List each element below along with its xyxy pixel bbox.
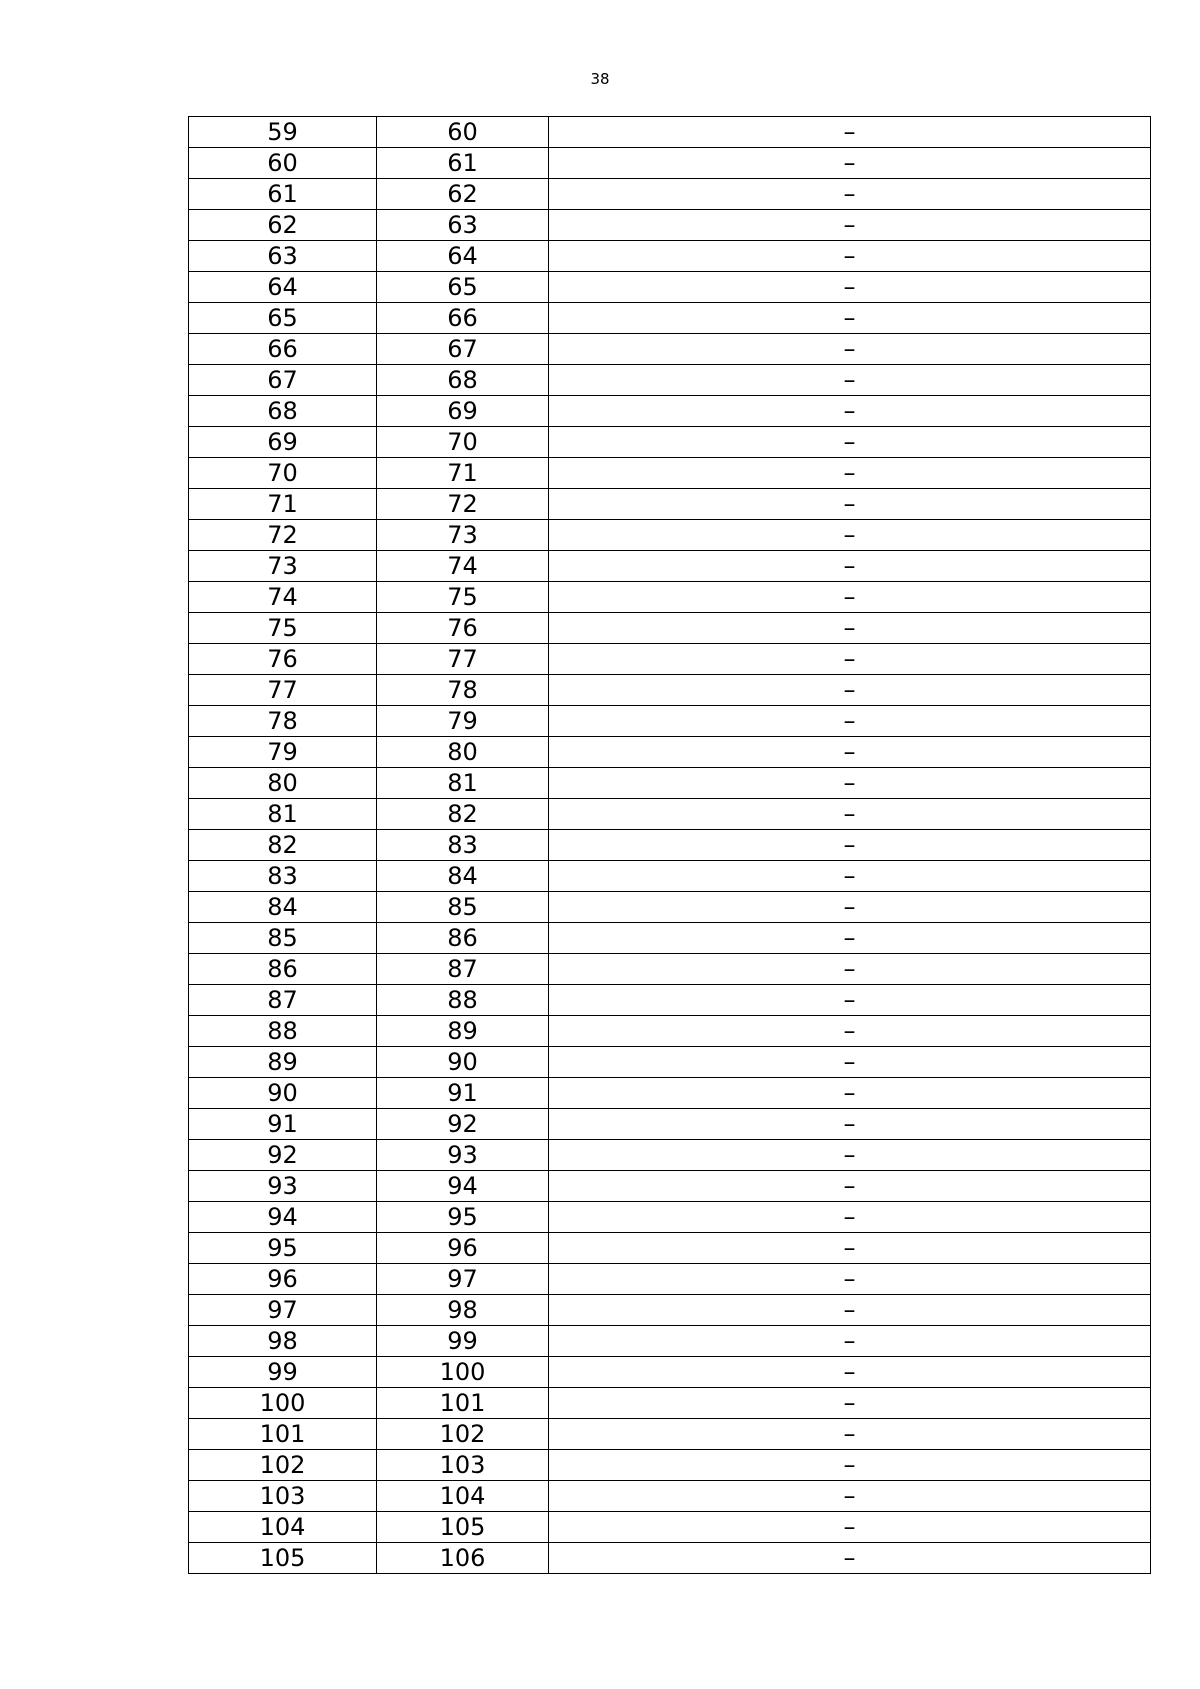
table-cell-col2: 73 [377, 520, 549, 551]
table-cell-col2: 105 [377, 1512, 549, 1543]
table-cell-col3: – [549, 458, 1151, 489]
table-cell-col2: 81 [377, 768, 549, 799]
table-cell-col2: 78 [377, 675, 549, 706]
table-row [189, 923, 1151, 954]
table-cell-col1: 60 [189, 148, 377, 179]
table-cell-col2: 79 [377, 706, 549, 737]
table-cell-col2: 89 [377, 1016, 549, 1047]
table-cell-col2: 60 [377, 117, 549, 148]
table-row [189, 1481, 1151, 1512]
page-number: 38 [590, 70, 610, 88]
table-cell-col3: – [549, 985, 1151, 1016]
table-cell-col3: – [549, 396, 1151, 427]
table-cell-col1: 80 [189, 768, 377, 799]
table-cell-col1: 88 [189, 1016, 377, 1047]
table-cell-col3: – [549, 737, 1151, 768]
table-cell-col1: 66 [189, 334, 377, 365]
table-row [189, 644, 1151, 675]
table-cell-col2: 74 [377, 551, 549, 582]
table-cell-col1: 82 [189, 830, 377, 861]
table-cell-col1: 104 [189, 1512, 377, 1543]
table-cell-col3: – [549, 365, 1151, 396]
table-cell-col1: 61 [189, 179, 377, 210]
table-row [189, 1047, 1151, 1078]
table-cell-col1: 93 [189, 1171, 377, 1202]
table-row [189, 830, 1151, 861]
table-cell-col1: 76 [189, 644, 377, 675]
table-cell-col1: 62 [189, 210, 377, 241]
table-cell-col1: 99 [189, 1357, 377, 1388]
table-row [189, 303, 1151, 334]
table-cell-col2: 102 [377, 1419, 549, 1450]
table-cell-col1: 68 [189, 396, 377, 427]
table-cell-col1: 70 [189, 458, 377, 489]
table-cell-col2: 100 [377, 1357, 549, 1388]
table-cell-col3: – [549, 334, 1151, 365]
table-cell-col2: 90 [377, 1047, 549, 1078]
table-row [189, 365, 1151, 396]
table-row [189, 892, 1151, 923]
table-cell-col3: – [549, 1078, 1151, 1109]
table-cell-col1: 78 [189, 706, 377, 737]
table-row [189, 675, 1151, 706]
table-row [189, 706, 1151, 737]
table-row [189, 210, 1151, 241]
table-cell-col3: – [549, 1264, 1151, 1295]
table-row [189, 1078, 1151, 1109]
table-cell-col1: 59 [189, 117, 377, 148]
table-cell-col3: – [549, 892, 1151, 923]
table-cell-col2: 63 [377, 210, 549, 241]
table-cell-col3: – [549, 148, 1151, 179]
table-cell-col1: 72 [189, 520, 377, 551]
table-cell-col3: – [549, 272, 1151, 303]
table-cell-col1: 86 [189, 954, 377, 985]
table-cell-col2: 83 [377, 830, 549, 861]
table-cell-col2: 70 [377, 427, 549, 458]
table-cell-col3: – [549, 613, 1151, 644]
table-cell-col1: 100 [189, 1388, 377, 1419]
table-cell-col1: 81 [189, 799, 377, 830]
table-cell-col2: 103 [377, 1450, 549, 1481]
table-cell-col3: – [549, 1357, 1151, 1388]
table-row [189, 148, 1151, 179]
table-cell-col1: 103 [189, 1481, 377, 1512]
table-cell-col1: 96 [189, 1264, 377, 1295]
table-cell-col3: – [549, 1326, 1151, 1357]
table-cell-col1: 97 [189, 1295, 377, 1326]
table-cell-col2: 62 [377, 179, 549, 210]
table-cell-col3: – [549, 1109, 1151, 1140]
table-cell-col1: 92 [189, 1140, 377, 1171]
table-row [189, 427, 1151, 458]
table-row [189, 1450, 1151, 1481]
table-row [189, 1512, 1151, 1543]
table-row [189, 737, 1151, 768]
table-cell-col1: 65 [189, 303, 377, 334]
table-cell-col2: 75 [377, 582, 549, 613]
table-cell-col2: 101 [377, 1388, 549, 1419]
table-row [189, 768, 1151, 799]
table-cell-col1: 91 [189, 1109, 377, 1140]
table-cell-col1: 90 [189, 1078, 377, 1109]
table-cell-col2: 84 [377, 861, 549, 892]
table-cell-col3: – [549, 489, 1151, 520]
table-cell-col3: – [549, 210, 1151, 241]
table-cell-col2: 66 [377, 303, 549, 334]
table-cell-col2: 93 [377, 1140, 549, 1171]
table-cell-col3: – [549, 1047, 1151, 1078]
table-cell-col2: 104 [377, 1481, 549, 1512]
table-cell-col2: 61 [377, 148, 549, 179]
table-cell-col3: – [549, 582, 1151, 613]
table-row [189, 520, 1151, 551]
table-cell-col1: 89 [189, 1047, 377, 1078]
table-cell-col2: 98 [377, 1295, 549, 1326]
table-cell-col3: – [549, 1016, 1151, 1047]
table-cell-col1: 84 [189, 892, 377, 923]
table-cell-col3: – [549, 1295, 1151, 1326]
table-cell-col3: – [549, 799, 1151, 830]
table-cell-col3: – [549, 1202, 1151, 1233]
table-row [189, 799, 1151, 830]
table-cell-col1: 85 [189, 923, 377, 954]
table-cell-col3: – [549, 1481, 1151, 1512]
table-row [189, 1233, 1151, 1264]
table-cell-col1: 83 [189, 861, 377, 892]
table-cell-col2: 82 [377, 799, 549, 830]
table-cell-col2: 88 [377, 985, 549, 1016]
table-cell-col3: – [549, 117, 1151, 148]
table-row [189, 1140, 1151, 1171]
table-row [189, 117, 1151, 148]
table-cell-col2: 64 [377, 241, 549, 272]
table-row [189, 613, 1151, 644]
table-cell-col3: – [549, 520, 1151, 551]
table-cell-col2: 91 [377, 1078, 549, 1109]
table-row [189, 1419, 1151, 1450]
table-cell-col2: 87 [377, 954, 549, 985]
table-cell-col1: 102 [189, 1450, 377, 1481]
table-row [189, 179, 1151, 210]
table-row [189, 1171, 1151, 1202]
table-cell-col2: 71 [377, 458, 549, 489]
table-cell-col1: 73 [189, 551, 377, 582]
table-row [189, 985, 1151, 1016]
table-cell-col2: 85 [377, 892, 549, 923]
table-cell-col3: – [549, 551, 1151, 582]
table-cell-col3: – [549, 1388, 1151, 1419]
table-cell-col1: 63 [189, 241, 377, 272]
table-row [189, 1202, 1151, 1233]
table-cell-col3: – [549, 241, 1151, 272]
table-cell-col3: – [549, 1450, 1151, 1481]
table-cell-col2: 80 [377, 737, 549, 768]
table-row [189, 1388, 1151, 1419]
table-row [189, 1016, 1151, 1047]
table-cell-col3: – [549, 706, 1151, 737]
table-cell-col2: 96 [377, 1233, 549, 1264]
table-cell-col2: 68 [377, 365, 549, 396]
table-row [189, 1357, 1151, 1388]
table-cell-col1: 101 [189, 1419, 377, 1450]
table-cell-col2: 95 [377, 1202, 549, 1233]
table-row [189, 1264, 1151, 1295]
table-cell-col2: 77 [377, 644, 549, 675]
table-cell-col3: – [549, 1419, 1151, 1450]
table-row [189, 1109, 1151, 1140]
table-cell-col3: – [549, 954, 1151, 985]
table-cell-col3: – [549, 768, 1151, 799]
table-cell-col1: 75 [189, 613, 377, 644]
table-cell-col1: 95 [189, 1233, 377, 1264]
table-cell-col3: – [549, 1140, 1151, 1171]
table-row [189, 458, 1151, 489]
table-cell-col3: – [549, 923, 1151, 954]
table-cell-col3: – [549, 830, 1151, 861]
table-cell-col2: 67 [377, 334, 549, 365]
table-row [189, 272, 1151, 303]
table-cell-col1: 98 [189, 1326, 377, 1357]
table-row [189, 1295, 1151, 1326]
table-cell-col2: 72 [377, 489, 549, 520]
table-cell-col3: – [549, 675, 1151, 706]
data-table [188, 116, 1151, 1574]
table-row [189, 954, 1151, 985]
table-cell-col2: 76 [377, 613, 549, 644]
table-cell-col3: – [549, 1512, 1151, 1543]
table-row [189, 334, 1151, 365]
table-cell-col3: – [549, 644, 1151, 675]
table-cell-col2: 69 [377, 396, 549, 427]
table-row [189, 396, 1151, 427]
table-row [189, 1543, 1151, 1574]
table-cell-col2: 92 [377, 1109, 549, 1140]
table-cell-col1: 105 [189, 1543, 377, 1574]
table-cell-col1: 71 [189, 489, 377, 520]
table-cell-col2: 65 [377, 272, 549, 303]
table-cell-col3: – [549, 1543, 1151, 1574]
table-cell-col1: 64 [189, 272, 377, 303]
table-cell-col1: 77 [189, 675, 377, 706]
table-cell-col2: 94 [377, 1171, 549, 1202]
table-cell-col1: 79 [189, 737, 377, 768]
table-cell-col2: 106 [377, 1543, 549, 1574]
table-cell-col3: – [549, 861, 1151, 892]
table-cell-col3: – [549, 303, 1151, 334]
table-cell-col3: – [549, 1171, 1151, 1202]
table-cell-col1: 67 [189, 365, 377, 396]
table-row [189, 582, 1151, 613]
table-cell-col2: 97 [377, 1264, 549, 1295]
table-body [189, 117, 1151, 1574]
table-row [189, 241, 1151, 272]
table-row [189, 551, 1151, 582]
table-cell-col3: – [549, 179, 1151, 210]
table-cell-col3: – [549, 1233, 1151, 1264]
table-row [189, 489, 1151, 520]
table-row [189, 1326, 1151, 1357]
table-cell-col1: 94 [189, 1202, 377, 1233]
table-row [189, 861, 1151, 892]
table-cell-col3: – [549, 427, 1151, 458]
table-cell-col2: 99 [377, 1326, 549, 1357]
table-cell-col1: 74 [189, 582, 377, 613]
table-cell-col1: 69 [189, 427, 377, 458]
table-cell-col1: 87 [189, 985, 377, 1016]
table-cell-col2: 86 [377, 923, 549, 954]
